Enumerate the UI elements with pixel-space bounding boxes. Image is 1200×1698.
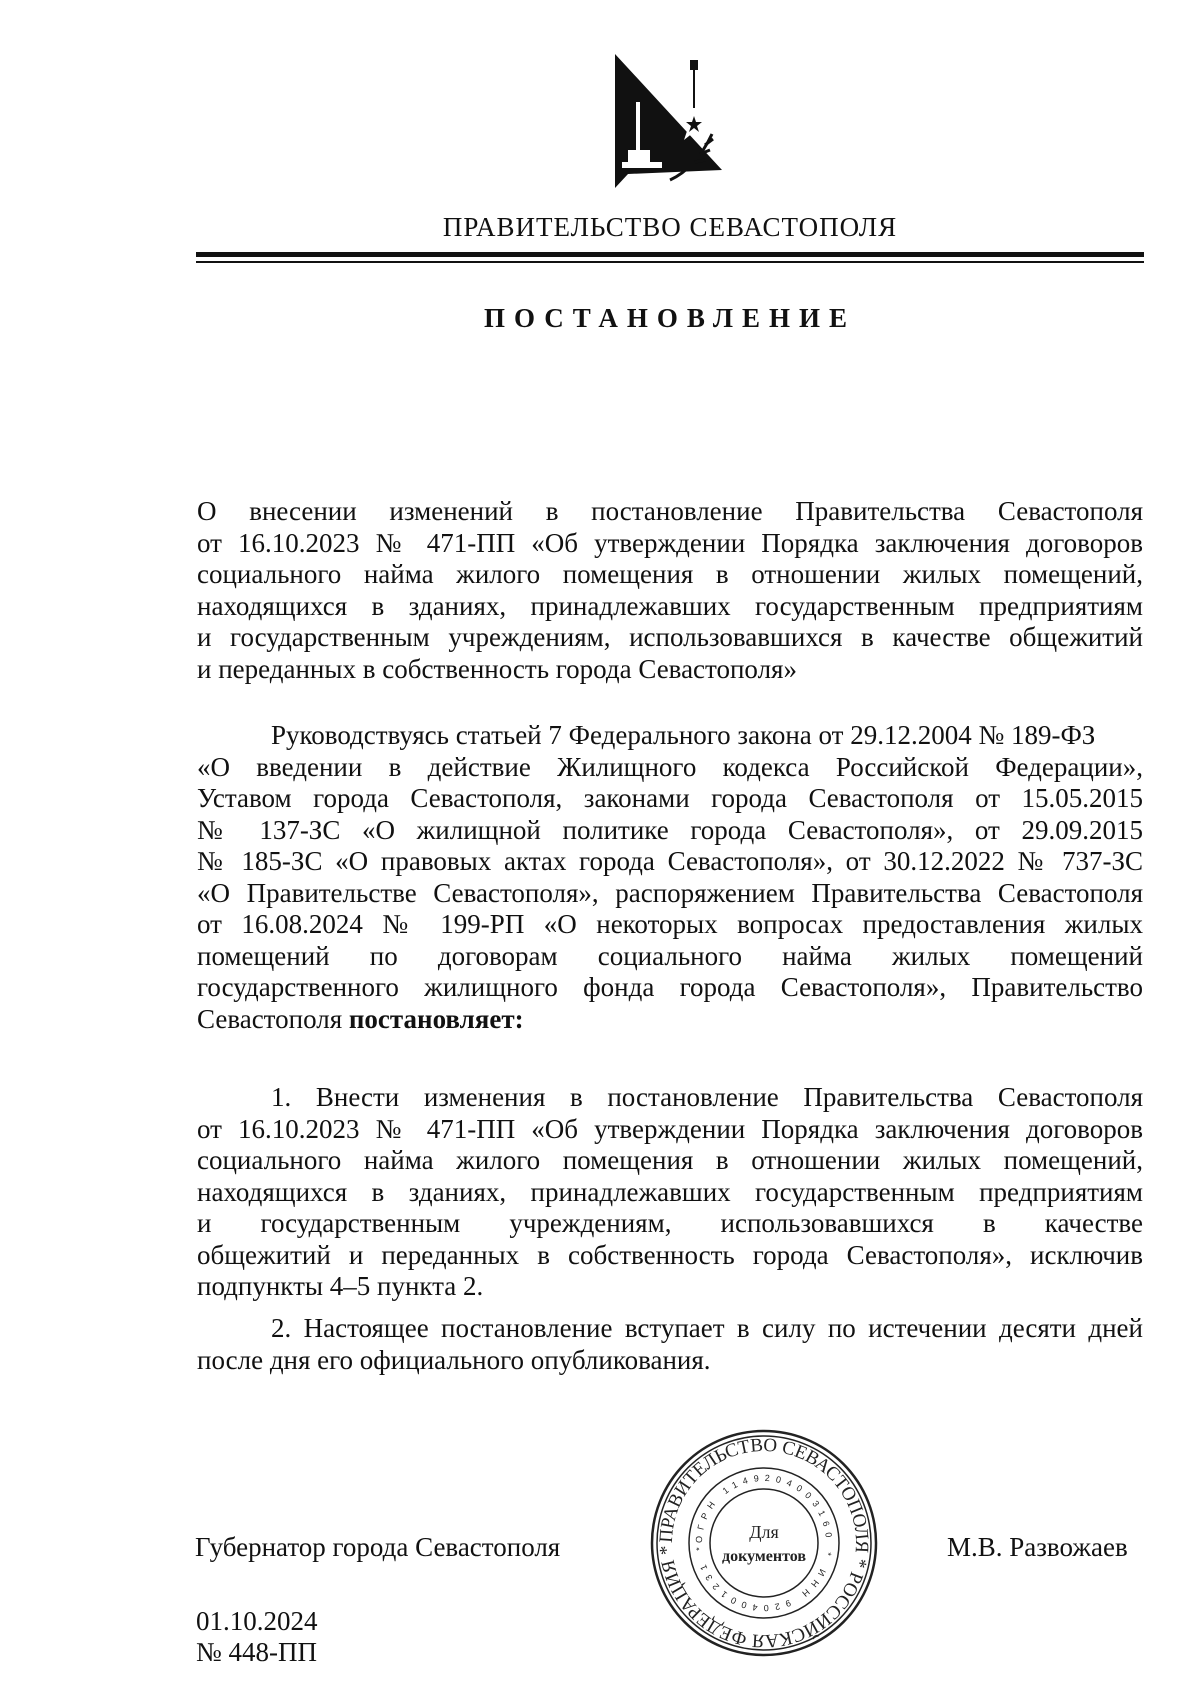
subject-line: О внесении изменений в постановление Правительства Севастополя	[197, 496, 1143, 526]
signatory-position: Губернатор города Севастополя	[195, 1532, 561, 1562]
item1-line: социального найма жилого помещения в отношении жилых помещений,	[197, 1145, 1143, 1175]
subject-line: от 16.10.2023 № 471-ПП «Об утверждении Порядка заключения договоров	[197, 527, 1143, 558]
sevastopol-coat-of-arms-icon	[600, 50, 730, 198]
basis-last-text: Севастополя	[197, 1003, 343, 1034]
document-number: № 448-ПП	[196, 1637, 317, 1667]
header-rule-thick	[196, 252, 1144, 257]
item1-line: общежитий и переданных в собственность города Севастополя», исключив	[197, 1239, 1143, 1270]
basis-line: Руководствуясь статьей 7 Федерального закона от 29.12.2004 № 189-ФЗ	[271, 720, 1096, 750]
basis-line: «О Правительстве Севастополя», распоряжением Правительства Севастополя	[197, 877, 1143, 908]
item-1-paragraph	[197, 1082, 1143, 1303]
subject-line: социального найма жилого помещения в отношении жилых помещений,	[197, 559, 1143, 589]
official-stamp	[648, 1427, 880, 1659]
basis-line: от 16.08.2024 № 199-РП «О некоторых вопросах предоставления жилых	[197, 909, 1143, 939]
item1-line: подпункты 4–5 пункта 2.	[197, 1271, 484, 1301]
decree-verb: постановляет:	[348, 1003, 524, 1034]
subject-line: и переданных в собственность города Севастополя»	[197, 653, 797, 684]
item2-line: после дня его официального опубликования.	[197, 1344, 711, 1375]
basis-line: помещений по договорам социального найма жилых помещений	[197, 940, 1143, 971]
document-type: ПОСТАНОВЛЕНИЕ	[483, 303, 857, 333]
legal-basis-paragraph	[197, 720, 1143, 1035]
item1-line: 1. Внести изменения в постановление Правительства Севастополя	[271, 1082, 1143, 1112]
document-subject	[197, 496, 1143, 685]
basis-line: «О введении в действие Жилищного кодекса Российской Федерации»,	[197, 751, 1143, 782]
document-date: 01.10.2024	[196, 1606, 318, 1636]
subject-line: и государственным учреждениям, использовавшихся в качестве общежитий	[197, 622, 1143, 652]
basis-line: № 185-ЗС «О правовых актах города Севастополя», от 30.12.2022 № 737-ЗС	[197, 846, 1143, 876]
item1-line: находящихся в зданиях, принадлежавших государственным предприятиям	[197, 1176, 1143, 1207]
stamp-center-line-1: Для	[749, 1522, 779, 1542]
item-2-paragraph	[197, 1313, 1143, 1376]
basis-line: № 137-ЗС «О жилищной политике города Севастополя», от 29.09.2015	[197, 814, 1143, 845]
stamp-center-line-2: документов	[722, 1548, 806, 1565]
basis-line: государственного жилищного фонда города Севастополя», Правительство	[197, 972, 1143, 1002]
basis-line: Уставом города Севастополя, законами города Севастополя от 15.05.2015	[197, 783, 1143, 813]
item1-line: и государственным учреждениям, использовавшихся в качестве	[197, 1208, 1143, 1238]
subject-line: находящихся в зданиях, принадлежавших государственным предприятиям	[197, 590, 1143, 621]
basis-last-line	[197, 1004, 1143, 1036]
header-rule-thin	[196, 261, 1144, 263]
stamp-inner-text: ОГРН 1149204003160 * ИНН 9204001231 *	[693, 1472, 835, 1614]
item1-line: от 16.10.2023 № 471-ПП «Об утверждении Порядка заключения договоров	[197, 1113, 1143, 1144]
item2-line: 2. Настоящее постановление вступает в силу по истечении десяти дней	[271, 1313, 1143, 1343]
stamp-outer-text: ПРАВИТЕЛЬСТВО СЕВАСТОПОЛЯ * РОССИЙСКАЯ ФЕДЕРАЦИЯ *	[655, 1434, 873, 1652]
organization-name: ПРАВИТЕЛЬСТВО СЕВАСТОПОЛЯ	[442, 212, 898, 242]
signatory-name: М.В. Развожаев	[947, 1532, 1128, 1562]
